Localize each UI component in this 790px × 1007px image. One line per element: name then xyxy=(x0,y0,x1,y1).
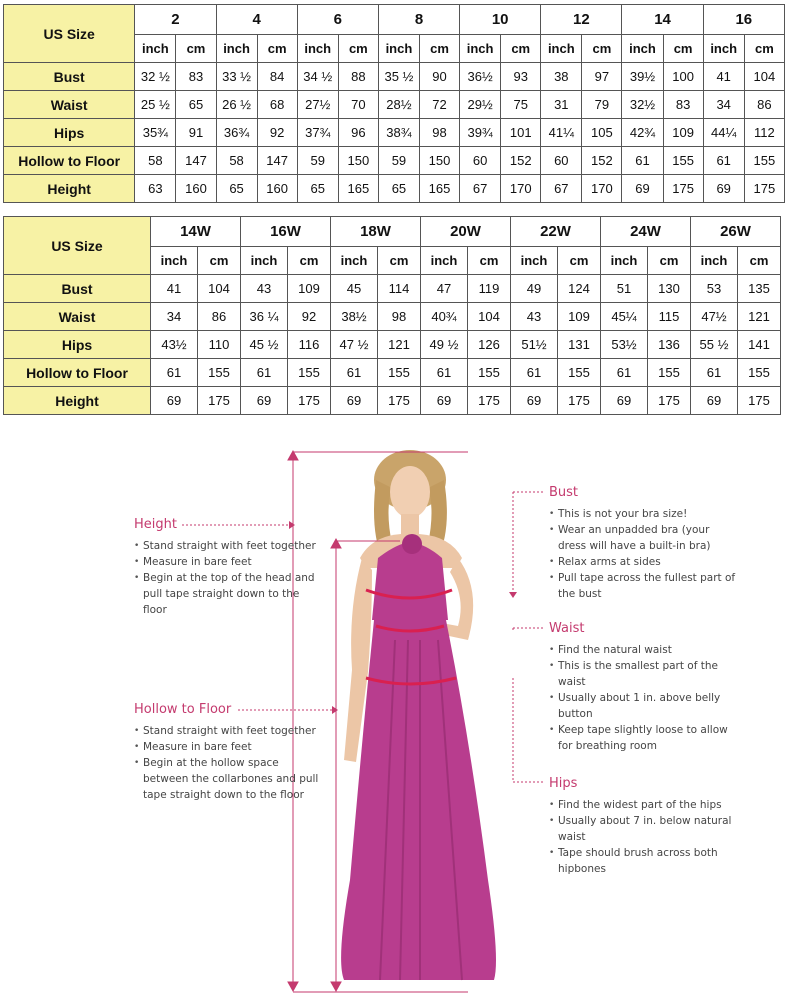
table-cell: 36 ¼ xyxy=(241,303,288,331)
table-cell: 43 xyxy=(511,303,558,331)
unit-inch: inch xyxy=(378,35,419,63)
table-cell: 58 xyxy=(216,147,257,175)
dress-rose xyxy=(402,534,422,554)
table-cell: 86 xyxy=(198,303,241,331)
table-cell: 109 xyxy=(663,119,703,147)
table-cell: 147 xyxy=(176,147,216,175)
table-cell: 61 xyxy=(622,147,663,175)
unit-inch: inch xyxy=(151,247,198,275)
table-cell: 109 xyxy=(288,275,331,303)
table-cell: 150 xyxy=(338,147,378,175)
hips-instructions xyxy=(549,776,739,877)
table-cell: 86 xyxy=(744,91,784,119)
table-cell: 69 xyxy=(601,387,648,415)
unit-cm: cm xyxy=(198,247,241,275)
table-cell: 84 xyxy=(257,63,297,91)
table-cell: 88 xyxy=(338,63,378,91)
table-cell: 160 xyxy=(176,175,216,203)
table-cell: 40¾ xyxy=(421,303,468,331)
size-header: 24W xyxy=(601,217,691,247)
size-header: 18W xyxy=(331,217,421,247)
table-cell: 61 xyxy=(421,359,468,387)
table-cell: 26 ½ xyxy=(216,91,257,119)
hips-title: Hips xyxy=(549,776,578,791)
table-cell: 69 xyxy=(241,387,288,415)
table-cell: 69 xyxy=(691,387,738,415)
list-item: • Stand straight with feet together xyxy=(134,538,324,554)
table-cell: 42¾ xyxy=(622,119,663,147)
hollow-list xyxy=(134,723,324,803)
table-cell: 36¾ xyxy=(216,119,257,147)
unit-inch: inch xyxy=(216,35,257,63)
table-cell: 41¼ xyxy=(541,119,582,147)
table-cell: 83 xyxy=(176,63,216,91)
table-cell: 150 xyxy=(419,147,459,175)
size-header: 10 xyxy=(460,5,541,35)
unit-inch: inch xyxy=(421,247,468,275)
table-cell: 175 xyxy=(198,387,241,415)
unit-inch: inch xyxy=(691,247,738,275)
table-cell: 41 xyxy=(151,275,198,303)
unit-cm: cm xyxy=(378,247,421,275)
model-figure xyxy=(341,450,496,980)
table-cell: 69 xyxy=(421,387,468,415)
unit-cm: cm xyxy=(663,35,703,63)
table-cell: 124 xyxy=(558,275,601,303)
table-cell: 59 xyxy=(378,147,419,175)
list-item: • Usually about 7 in. below natural waist xyxy=(549,813,739,845)
table-cell: 98 xyxy=(378,303,421,331)
table-cell: 61 xyxy=(331,359,378,387)
bust-title: Bust xyxy=(549,485,579,500)
table-cell: 96 xyxy=(338,119,378,147)
table-cell: 131 xyxy=(558,331,601,359)
table-cell: 170 xyxy=(501,175,541,203)
hips-list xyxy=(549,797,739,877)
list-item: • Measure in bare feet xyxy=(134,739,324,755)
table-cell: 61 xyxy=(151,359,198,387)
table-cell: 90 xyxy=(419,63,459,91)
table-cell: 160 xyxy=(257,175,297,203)
size-header: 8 xyxy=(378,5,459,35)
table-cell: 32½ xyxy=(622,91,663,119)
table-cell: 100 xyxy=(663,63,703,91)
table-cell: 93 xyxy=(501,63,541,91)
table-cell: 45¼ xyxy=(601,303,648,331)
size-header: 4 xyxy=(216,5,297,35)
list-item: • Relax arms at sides xyxy=(549,554,739,570)
table-cell: 31 xyxy=(541,91,582,119)
table-cell: 38½ xyxy=(331,303,378,331)
table-cell: 44¼ xyxy=(703,119,744,147)
table-cell: 39¾ xyxy=(460,119,501,147)
height-instructions xyxy=(134,517,324,618)
table-cell: 49 ½ xyxy=(421,331,468,359)
table-cell: 105 xyxy=(582,119,622,147)
table-cell: 61 xyxy=(241,359,288,387)
list-item: • Find the natural waist xyxy=(549,642,739,658)
table-cell: 112 xyxy=(744,119,784,147)
unit-cm: cm xyxy=(338,35,378,63)
table-cell: 27½ xyxy=(297,91,338,119)
row-label: Hollow to Floor xyxy=(4,359,151,387)
unit-inch: inch xyxy=(460,35,501,63)
unit-cm: cm xyxy=(648,247,691,275)
list-item: • Keep tape slightly loose to allow for breathing room xyxy=(549,722,739,754)
height-title: Height xyxy=(134,517,177,532)
table-cell: 69 xyxy=(511,387,558,415)
waist-list xyxy=(549,642,739,754)
table-cell: 65 xyxy=(297,175,338,203)
table-cell: 147 xyxy=(257,147,297,175)
table-cell: 109 xyxy=(558,303,601,331)
unit-cm: cm xyxy=(176,35,216,63)
table-cell: 41 xyxy=(703,63,744,91)
table-cell: 43 xyxy=(241,275,288,303)
table-cell: 69 xyxy=(622,175,663,203)
table-row xyxy=(4,175,785,203)
table-cell: 114 xyxy=(378,275,421,303)
table-cell: 175 xyxy=(648,387,691,415)
table-cell: 69 xyxy=(331,387,378,415)
unit-cm: cm xyxy=(744,35,784,63)
table-cell: 98 xyxy=(419,119,459,147)
table-cell: 152 xyxy=(501,147,541,175)
table-cell: 53½ xyxy=(601,331,648,359)
table-cell: 55 ½ xyxy=(691,331,738,359)
hollow-title: Hollow to Floor xyxy=(134,702,232,717)
unit-cm: cm xyxy=(501,35,541,63)
unit-cm: cm xyxy=(419,35,459,63)
table-cell: 115 xyxy=(648,303,691,331)
table-cell: 29½ xyxy=(460,91,501,119)
table-cell: 165 xyxy=(338,175,378,203)
table-cell: 104 xyxy=(744,63,784,91)
unit-cm: cm xyxy=(558,247,601,275)
unit-inch: inch xyxy=(135,35,176,63)
table-cell: 47 xyxy=(421,275,468,303)
table-cell: 104 xyxy=(198,275,241,303)
row-label: Waist xyxy=(4,303,151,331)
table-row xyxy=(4,91,785,119)
table-cell: 51 xyxy=(601,275,648,303)
table-cell: 25 ½ xyxy=(135,91,176,119)
table-row xyxy=(4,63,785,91)
table-cell: 69 xyxy=(151,387,198,415)
unit-cm: cm xyxy=(288,247,331,275)
table-cell: 155 xyxy=(663,147,703,175)
face-shape xyxy=(390,466,430,518)
row-label: Height xyxy=(4,175,135,203)
us-size-label: US Size xyxy=(4,5,135,63)
table-cell: 175 xyxy=(558,387,601,415)
unit-inch: inch xyxy=(297,35,338,63)
table-cell: 61 xyxy=(601,359,648,387)
table-cell: 152 xyxy=(582,147,622,175)
list-item: • Find the widest part of the hips xyxy=(549,797,739,813)
table-cell: 69 xyxy=(703,175,744,203)
unit-inch: inch xyxy=(703,35,744,63)
table-cell: 35 ½ xyxy=(378,63,419,91)
table-cell: 155 xyxy=(288,359,331,387)
table-cell: 65 xyxy=(176,91,216,119)
table-cell: 59 xyxy=(297,147,338,175)
table-cell: 101 xyxy=(501,119,541,147)
unit-inch: inch xyxy=(511,247,558,275)
table-cell: 39½ xyxy=(622,63,663,91)
unit-cm: cm xyxy=(468,247,511,275)
table-cell: 135 xyxy=(738,275,781,303)
table-cell: 155 xyxy=(468,359,511,387)
row-label: Hips xyxy=(4,331,151,359)
table-cell: 175 xyxy=(738,387,781,415)
table-cell: 67 xyxy=(541,175,582,203)
table-cell: 38¾ xyxy=(378,119,419,147)
unit-inch: inch xyxy=(331,247,378,275)
table-cell: 60 xyxy=(541,147,582,175)
table-cell: 63 xyxy=(135,175,176,203)
table-cell: 155 xyxy=(738,359,781,387)
table-cell: 68 xyxy=(257,91,297,119)
us-size-label: US Size xyxy=(4,217,151,275)
table-cell: 155 xyxy=(198,359,241,387)
table-row xyxy=(4,387,781,415)
list-item: • Begin at the top of the head and pull tape straight down to the floor xyxy=(134,570,324,618)
table-cell: 175 xyxy=(744,175,784,203)
list-item: • Tape should brush across both hipbones xyxy=(549,845,739,877)
table-cell: 170 xyxy=(582,175,622,203)
table-cell: 61 xyxy=(691,359,738,387)
table-cell: 141 xyxy=(738,331,781,359)
table-cell: 34 ½ xyxy=(297,63,338,91)
table-cell: 34 xyxy=(151,303,198,331)
table-cell: 175 xyxy=(378,387,421,415)
list-item: • Stand straight with feet together xyxy=(134,723,324,739)
list-item: • Wear an unpadded bra (your dress will have a built-in bra) xyxy=(549,522,739,554)
table-cell: 61 xyxy=(511,359,558,387)
unit-inch: inch xyxy=(622,35,663,63)
table-cell: 61 xyxy=(703,147,744,175)
table-cell: 34 xyxy=(703,91,744,119)
waist-instructions xyxy=(549,621,739,754)
table-row xyxy=(4,147,785,175)
table-cell: 175 xyxy=(288,387,331,415)
table-cell: 47 ½ xyxy=(331,331,378,359)
table-cell: 70 xyxy=(338,91,378,119)
table-cell: 45 xyxy=(331,275,378,303)
row-label: Hollow to Floor xyxy=(4,147,135,175)
list-item: • Pull tape across the fullest part of the bust xyxy=(549,570,739,602)
table-cell: 121 xyxy=(378,331,421,359)
table-cell: 67 xyxy=(460,175,501,203)
bust-list xyxy=(549,506,739,602)
table-cell: 121 xyxy=(738,303,781,331)
table-cell: 175 xyxy=(468,387,511,415)
table-cell: 91 xyxy=(176,119,216,147)
table-cell: 49 xyxy=(511,275,558,303)
table-cell: 79 xyxy=(582,91,622,119)
table-cell: 97 xyxy=(582,63,622,91)
hollow-instructions xyxy=(134,702,324,803)
table-cell: 28½ xyxy=(378,91,419,119)
row-label: Bust xyxy=(4,275,151,303)
row-label: Bust xyxy=(4,63,135,91)
table-cell: 83 xyxy=(663,91,703,119)
size-table-plus xyxy=(3,216,781,415)
table-cell: 155 xyxy=(648,359,691,387)
row-label: Waist xyxy=(4,91,135,119)
neck-shape xyxy=(401,514,419,536)
size-header: 16W xyxy=(241,217,331,247)
row-label: Height xyxy=(4,387,151,415)
list-item: • This is not your bra size! xyxy=(549,506,739,522)
table-cell: 116 xyxy=(288,331,331,359)
unit-inch: inch xyxy=(541,35,582,63)
table-cell: 65 xyxy=(216,175,257,203)
row-label: Hips xyxy=(4,119,135,147)
size-header: 14W xyxy=(151,217,241,247)
table-cell: 47½ xyxy=(691,303,738,331)
table-cell: 51½ xyxy=(511,331,558,359)
size-header: 20W xyxy=(421,217,511,247)
size-header: 16 xyxy=(703,5,784,35)
size-header: 2 xyxy=(135,5,216,35)
table-cell: 155 xyxy=(378,359,421,387)
table-cell: 175 xyxy=(663,175,703,203)
list-item: • Usually about 1 in. above belly button xyxy=(549,690,739,722)
table-cell: 136 xyxy=(648,331,691,359)
size-header: 12 xyxy=(541,5,622,35)
measuring-guide xyxy=(0,440,790,1007)
table-row xyxy=(4,119,785,147)
size-header: 6 xyxy=(297,5,378,35)
table-cell: 72 xyxy=(419,91,459,119)
table-cell: 92 xyxy=(257,119,297,147)
table-cell: 37¾ xyxy=(297,119,338,147)
unit-cm: cm xyxy=(582,35,622,63)
table-row xyxy=(4,359,781,387)
table-cell: 53 xyxy=(691,275,738,303)
size-header: 22W xyxy=(511,217,601,247)
unit-cm: cm xyxy=(738,247,781,275)
size-header-row xyxy=(4,217,781,247)
size-header-row xyxy=(4,5,785,35)
table-cell: 65 xyxy=(378,175,419,203)
table-cell: 75 xyxy=(501,91,541,119)
table-cell: 155 xyxy=(558,359,601,387)
bust-instructions xyxy=(549,485,739,602)
table-cell: 35¾ xyxy=(135,119,176,147)
table-cell: 155 xyxy=(744,147,784,175)
table-row xyxy=(4,275,781,303)
list-item: • This is the smallest part of the waist xyxy=(549,658,739,690)
unit-inch: inch xyxy=(241,247,288,275)
unit-cm: cm xyxy=(257,35,297,63)
table-cell: 45 ½ xyxy=(241,331,288,359)
table-cell: 92 xyxy=(288,303,331,331)
table-cell: 32 ½ xyxy=(135,63,176,91)
table-row xyxy=(4,331,781,359)
table-cell: 36½ xyxy=(460,63,501,91)
table-cell: 38 xyxy=(541,63,582,91)
unit-inch: inch xyxy=(601,247,648,275)
table-row xyxy=(4,303,781,331)
table-cell: 165 xyxy=(419,175,459,203)
size-header: 14 xyxy=(622,5,703,35)
table-cell: 60 xyxy=(460,147,501,175)
waist-title: Waist xyxy=(549,621,585,636)
table-cell: 43½ xyxy=(151,331,198,359)
table-cell: 119 xyxy=(468,275,511,303)
table-cell: 110 xyxy=(198,331,241,359)
height-list xyxy=(134,538,324,618)
table-cell: 126 xyxy=(468,331,511,359)
table-cell: 104 xyxy=(468,303,511,331)
list-item: • Measure in bare feet xyxy=(134,554,324,570)
size-header: 26W xyxy=(691,217,781,247)
table-cell: 33 ½ xyxy=(216,63,257,91)
table-cell: 130 xyxy=(648,275,691,303)
table-cell: 58 xyxy=(135,147,176,175)
size-table-standard xyxy=(3,4,785,203)
list-item: • Begin at the hollow space between the collarbones and pull tape straight down to the floor xyxy=(134,755,324,803)
